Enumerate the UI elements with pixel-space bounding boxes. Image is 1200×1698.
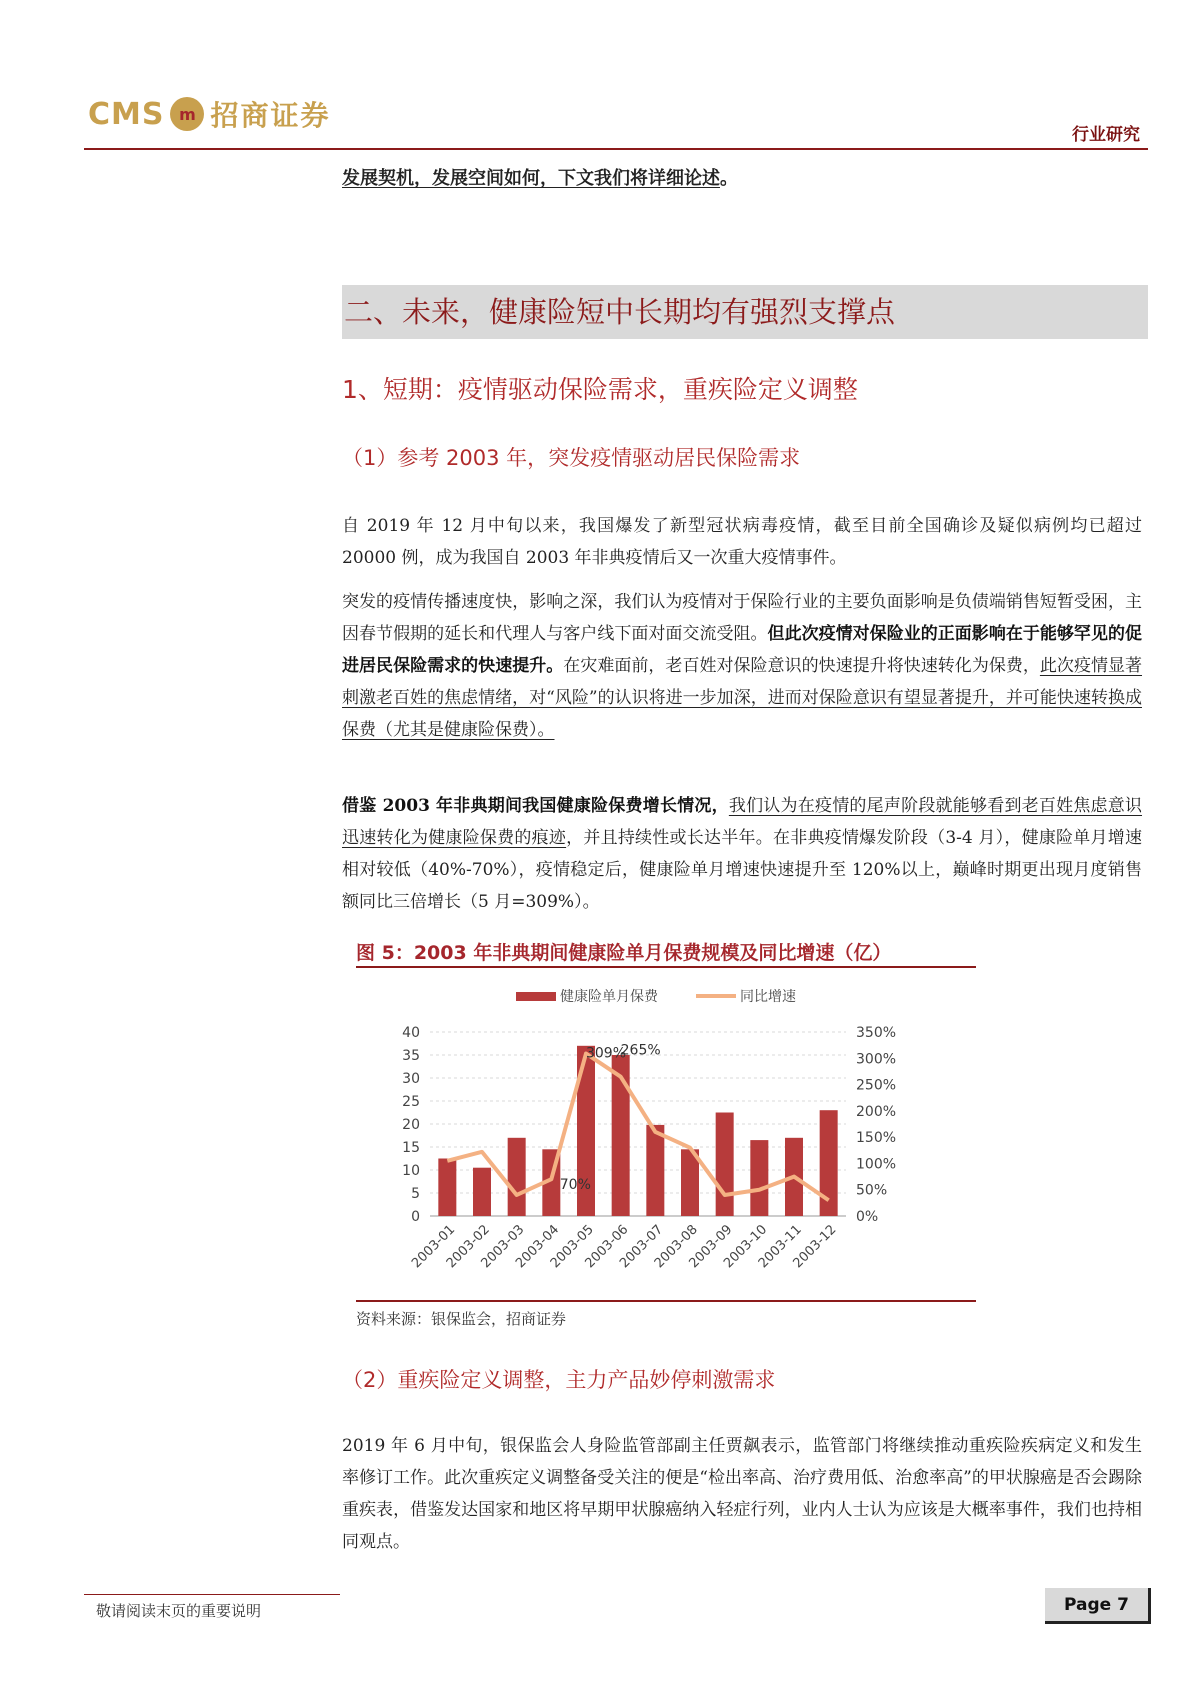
chart-gridlines: [430, 1032, 846, 1216]
left-axis-tick-label: 10: [402, 1163, 420, 1179]
bar: [508, 1138, 526, 1216]
lead-underlined: 发展契机，发展空间如何，下文我们将详细论述: [342, 168, 720, 189]
paragraph-2-part-c: 在灾难面前，老百姓对保险意识的快速提升将快速转化为保费，: [563, 656, 1040, 676]
legend-line-label: 同比增速: [740, 989, 796, 1005]
paragraph-4: 2019 年 6 月中旬，银保监会人身险监管部副主任贾飙表示，监管部门将继续推动重疾险疾病定义和发生率修订工作。此次重疾定义调整备受关注的便是“检出率高、治疗费用低、治愈率高”的甲状腺癌是否会踢除重疾表，借鉴发达国家和地区将早期甲状腺癌纳入轻症行列，业内人士认为应该是大概率事件，我们也持相同观点。: [342, 1436, 1142, 1552]
chart-growth-line: [447, 1054, 828, 1201]
footer-note: 敬请阅读末页的重要说明: [96, 1602, 262, 1620]
right-axis-tick-label: 150%: [856, 1130, 897, 1147]
chart-right-axis: [856, 1025, 896, 1225]
chart-left-axis: [402, 1025, 420, 1225]
right-axis-tick-label: 0%: [856, 1209, 879, 1225]
data-label: 70%: [559, 1177, 591, 1194]
sub-subsection-heading-2: （2）重疾险定义调整，主力产品妙停刺激需求: [342, 1368, 776, 1392]
figure-bottom-rule: [356, 1300, 976, 1302]
paragraph-1: 自 2019 年 12 月中旬以来，我国爆发了新型冠状病毒疫情，截至目前全国确诊及疑似病例均已超过 20000 例，成为我国自 2003 年非典疫情后又一次重大疫情事件。: [342, 516, 1142, 568]
logo-cms-text: CMS: [88, 96, 165, 132]
data-label: 265%: [620, 1042, 661, 1059]
footer-divider: [84, 1594, 340, 1595]
right-axis-tick-label: 50%: [856, 1182, 888, 1199]
left-axis-tick-label: 15: [402, 1140, 420, 1156]
x-axis-tick-label: 2003-11: [755, 1222, 805, 1272]
subsection-heading: 1、短期：疫情驱动保险需求，重疾险定义调整: [342, 375, 858, 404]
chart-legend: [516, 988, 796, 1005]
x-axis-tick-label: 2003-03: [478, 1222, 528, 1272]
legend-bar-swatch: [516, 992, 556, 1001]
data-label: 309%: [585, 1045, 627, 1062]
left-axis-tick-label: 20: [402, 1117, 420, 1133]
sub-subsection-heading-1: （1）参考 2003 年，突发疫情驱动居民保险需求: [342, 446, 801, 470]
bar: [646, 1125, 664, 1216]
figure-top-rule: [356, 966, 976, 968]
paragraph-3-part-c: ，并且持续性或长达半年。在非典疫情爆发阶段（3-4 月），健康险单月增速相对较低（40%-70%），疫情稳定后，健康险单月增速快速提升至 120%以上，巅峰时期更出现月度销售额同比三倍增长（5 月=309%）。: [342, 828, 1143, 912]
left-axis-tick-label: 0: [411, 1209, 420, 1225]
left-axis-tick-label: 5: [411, 1186, 420, 1202]
left-axis-tick-label: 25: [402, 1094, 420, 1110]
chart-x-axis: [409, 1222, 839, 1271]
x-axis-tick-label: 2003-02: [443, 1222, 493, 1272]
x-axis-tick-label: 2003-08: [651, 1222, 701, 1272]
bar: [473, 1168, 491, 1216]
paragraph-3-underlined: 我们认为在疫情的尾声阶段就能够看到老百姓焦虑意识迅速转化为健康险保费的痕迹: [342, 796, 1143, 848]
bar: [438, 1159, 456, 1217]
company-logo: [88, 94, 331, 134]
x-axis-tick-label: 2003-06: [582, 1222, 632, 1272]
paragraph-3: [342, 790, 1142, 918]
logo-emblem-icon: m: [170, 97, 204, 131]
left-axis-tick-label: 30: [402, 1071, 420, 1087]
figure-title: 图 5：2003 年非典期间健康险单月保费规模及同比增速（亿）: [356, 942, 892, 964]
bar: [750, 1140, 768, 1216]
logo-cn-text: 招商证券: [210, 99, 331, 132]
left-axis-tick-label: 35: [402, 1048, 420, 1064]
x-axis-tick-label: 2003-01: [409, 1222, 459, 1272]
paragraph-2-underlined: 此次疫情显著刺激老百姓的焦虑情绪，对“风险”的认识将进一步加深，进而对保险意识有望显著提升，并可能快速转换成保费（尤其是健康险保费）。: [342, 656, 1143, 740]
x-axis-tick-label: 2003-09: [686, 1222, 736, 1272]
right-axis-tick-label: 300%: [856, 1051, 897, 1068]
figure-source: 资料来源：银保监会，招商证券: [356, 1310, 567, 1328]
right-axis-tick-label: 100%: [856, 1156, 897, 1173]
x-axis-tick-label: 2003-05: [547, 1222, 597, 1272]
right-axis-tick-label: 200%: [856, 1103, 897, 1120]
x-axis-tick-label: 2003-12: [790, 1222, 840, 1272]
bar: [716, 1113, 734, 1217]
chart-bars: [438, 1046, 837, 1216]
paragraph-2: [342, 586, 1142, 746]
x-axis-tick-label: 2003-10: [721, 1222, 771, 1272]
lead-sentence: [342, 164, 738, 190]
paragraph-2-part-a: 突发的疫情传播速度快，影响之深，我们认为疫情对于保险行业的主要负面影响是负债端销售短暂受困，主因春节假期的延长和代理人与客户线下面对面交流受阻。: [342, 592, 1142, 644]
x-axis-tick-label: 2003-04: [513, 1222, 563, 1272]
legend-bar-label: 健康险单月保费: [560, 989, 658, 1005]
section-heading: 二、未来，健康险短中长期均有强烈支撑点: [344, 295, 896, 329]
header-divider: [84, 148, 1148, 150]
right-axis-tick-label: 350%: [856, 1025, 897, 1041]
growth-line: [447, 1054, 828, 1201]
paragraph-2-bold: 但此次疫情对保险业的正面影响在于能够罕见的促进居民保险需求的快速提升。: [342, 624, 1143, 676]
premium-growth-chart: [356, 970, 976, 1298]
paragraph-3-bold: 借鉴 2003 年非典期间我国健康险保费增长情况，: [342, 796, 729, 816]
right-axis-tick-label: 250%: [856, 1077, 897, 1094]
report-category: 行业研究: [1072, 125, 1140, 145]
x-axis-tick-label: 2003-07: [617, 1222, 667, 1272]
lead-end: 。: [720, 168, 738, 189]
page-number: Page 7: [1045, 1588, 1151, 1624]
left-axis-tick-label: 40: [402, 1025, 420, 1041]
